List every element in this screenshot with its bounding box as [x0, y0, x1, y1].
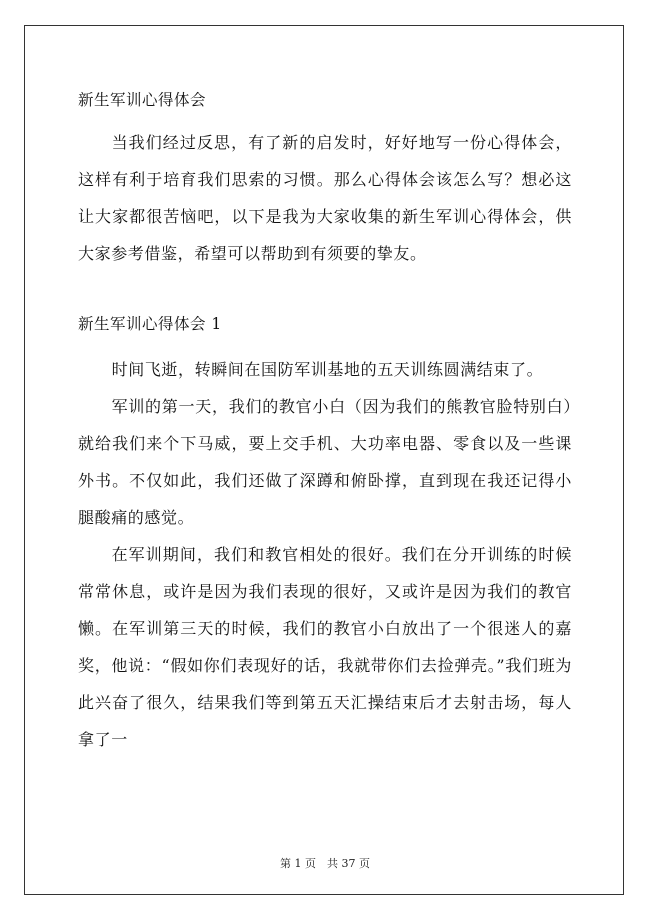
- section-body: [78, 351, 572, 758]
- intro-paragraph: 当我们经过反思，有了新的启发时，好好地写一份心得体会，这样有利于培育我们思索的习惯。那么心得体会该怎么写？想必这让大家都很苦恼吧，以下是我为大家收集的新生军训心得体会，供大家参考借鉴，希望可以帮助到有须要的挚友。: [78, 133, 572, 263]
- section-title: 新生军训心得体会 1: [78, 315, 222, 333]
- document-body: [78, 88, 572, 758]
- body-paragraph-2: 军训的第一天，我们的教官小白（因为我们的熊教官脸特别白）就给我们来个下马威，要上交手机、大功率电器、零食以及一些课外书。不仅如此，我们还做了深蹲和俯卧撑，直到现在我还记得小腿酸痛的感觉。: [78, 397, 572, 527]
- body-paragraph-3: 在军训期间，我们和教官相处的很好。我们在分开训练的时候常常休息，或许是因为我们表现的很好，又或许是因为我们的教官懒。在军训第三天的时候，我们的教官小白放出了一个很迷人的嘉奖，他说：“假如你们表现好的话，我就带你们去捡弹壳。”我们班为此兴奋了很久，结果我们等到第五天汇操结束后才去射击场，每人拿了一: [78, 545, 572, 749]
- page-footer: 第 1 页 共 37 页: [280, 857, 370, 870]
- document-title: 新生军训心得体会: [78, 91, 207, 109]
- body-paragraph-1: 时间飞逝，转瞬间在国防军训基地的五天训练圆满结束了。: [111, 360, 544, 379]
